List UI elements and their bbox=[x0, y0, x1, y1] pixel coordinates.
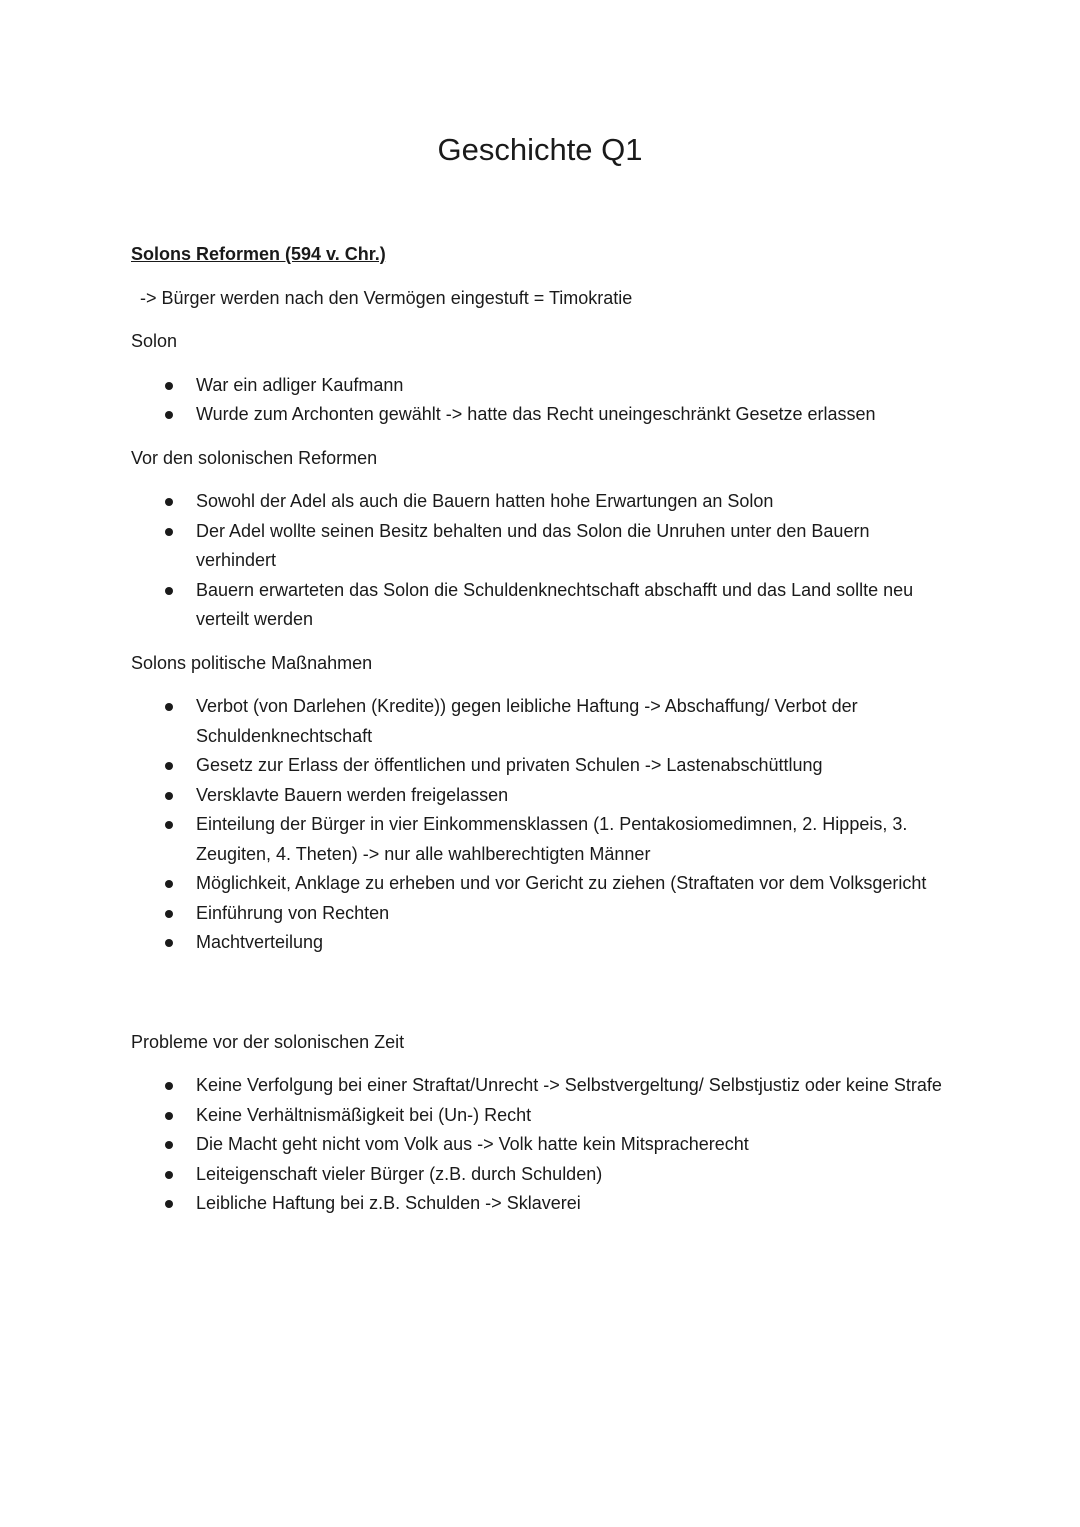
list-item bbox=[131, 1189, 951, 1219]
list-item-text: Keine Verhältnismäßigkeit bei (Un-) Recht bbox=[196, 1104, 532, 1125]
bullet-icon bbox=[165, 910, 173, 918]
bullet-icon bbox=[165, 1082, 173, 1090]
list-item-text: Machtverteilung bbox=[196, 932, 324, 952]
list-item bbox=[131, 781, 951, 811]
list-item bbox=[131, 692, 951, 751]
list-item bbox=[131, 1160, 951, 1190]
list-item-text: War ein adliger Kaufmann bbox=[196, 374, 404, 395]
list-item-text: Versklavte Bauern werden freigelassen bbox=[196, 784, 509, 805]
list-item bbox=[131, 1130, 951, 1160]
summary-line: -> Bürger werden nach den Vermögen eingestuft = Timokratie bbox=[140, 287, 633, 308]
bullet-icon bbox=[165, 703, 173, 711]
bullet-icon bbox=[165, 1112, 173, 1120]
bullet-icon bbox=[165, 498, 173, 506]
list-item-text: Möglichkeit, Anklage zu erheben und vor Gericht zu ziehen (Straftaten vor dem Volksgericht bbox=[196, 873, 927, 893]
list-item-text: Die Macht geht nicht vom Volk aus -> Volk hatte kein Mitspracherecht bbox=[196, 1134, 749, 1154]
list-item-text: Gesetz zur Erlass der öffentlichen und privaten Schulen -> Lastenabschüttlung bbox=[196, 755, 823, 775]
list-item bbox=[131, 869, 951, 899]
list-item bbox=[131, 1071, 951, 1101]
list-item bbox=[131, 371, 951, 401]
list-item-text: Keine Verfolgung bei einer Straftat/Unrecht -> Selbstvergeltung/ Selbstjustiz oder keine Strafe bbox=[196, 1075, 942, 1095]
bullet-list bbox=[131, 692, 951, 958]
bullet-icon bbox=[165, 939, 173, 947]
bullet-icon bbox=[165, 1171, 173, 1179]
list-item bbox=[131, 576, 951, 635]
section-heading: Solons Reformen (594 v. Chr.) bbox=[131, 244, 386, 264]
list-item-text: Leiteigenschaft vieler Bürger (z.B. durch Schulden) bbox=[196, 1163, 603, 1184]
list-item bbox=[131, 751, 951, 781]
list-item-text: Wurde zum Archonten gewählt -> hatte das Recht uneingeschränkt Gesetze erlassen bbox=[196, 404, 876, 424]
bullet-icon bbox=[165, 411, 173, 419]
document-body bbox=[131, 240, 951, 1233]
list-item bbox=[131, 928, 951, 958]
bullet-list bbox=[131, 1071, 951, 1219]
bullet-icon bbox=[165, 792, 173, 800]
bullet-icon bbox=[165, 1141, 173, 1149]
list-item-text: Leibliche Haftung bei z.B. Schulden -> Sklaverei bbox=[196, 1193, 581, 1213]
list-item bbox=[131, 487, 951, 517]
list-item bbox=[131, 899, 951, 929]
list-item-text: Bauern erwarteten das Solon die Schuldenknechtschaft abschafft und das Land sollte neu verteilt werden bbox=[196, 579, 914, 629]
document-title: Geschichte Q1 bbox=[437, 132, 643, 167]
bullet-icon bbox=[165, 1200, 173, 1208]
list-item bbox=[131, 1101, 951, 1131]
list-item-text: Einteilung der Bürger in vier Einkommensklassen (1. Pentakosiomedimnen, 2. Hippeis, 3. Zeugiten, 4. Theten) -> nur alle wahlberechtigten Männer bbox=[196, 814, 908, 864]
list-item-text: Sowohl der Adel als auch die Bauern hatten hohe Erwartungen an Solon bbox=[196, 491, 774, 511]
bullet-list bbox=[131, 371, 951, 430]
spacer bbox=[131, 972, 951, 1028]
subheading: Vor den solonischen Reformen bbox=[131, 447, 378, 468]
subheading: Solons politische Maßnahmen bbox=[131, 652, 373, 673]
subheading: Solon bbox=[131, 331, 178, 351]
bullet-icon bbox=[165, 528, 173, 536]
list-item-text: Einführung von Rechten bbox=[196, 902, 390, 923]
bullet-icon bbox=[165, 880, 173, 888]
list-item bbox=[131, 517, 951, 576]
list-item-text: Der Adel wollte seinen Besitz behalten und das Solon die Unruhen unter den Bauern verhindert bbox=[196, 520, 870, 570]
bullet-icon bbox=[165, 762, 173, 770]
list-item-text: Verbot (von Darlehen (Kredite)) gegen leibliche Haftung -> Abschaffung/ Verbot der Schuldenknechtschaft bbox=[196, 696, 858, 746]
list-item bbox=[131, 400, 951, 430]
subheading: Probleme vor der solonischen Zeit bbox=[131, 1031, 405, 1052]
bullet-list bbox=[131, 487, 951, 635]
bullet-icon bbox=[165, 821, 173, 829]
bullet-icon bbox=[165, 587, 173, 595]
bullet-icon bbox=[165, 382, 173, 390]
list-item bbox=[131, 810, 951, 869]
